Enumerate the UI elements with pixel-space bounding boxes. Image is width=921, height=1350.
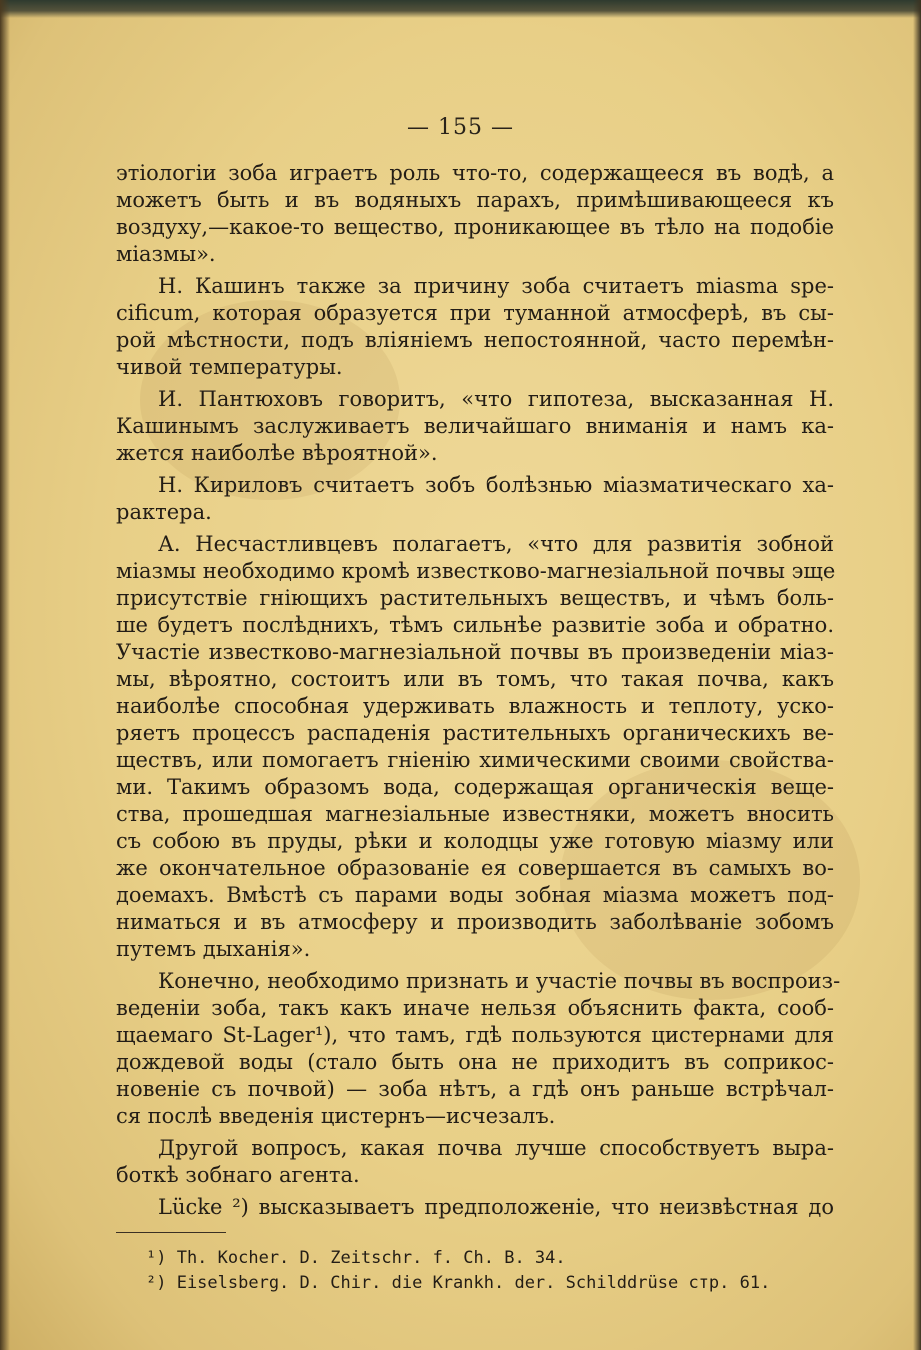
text-line: жется наиболѣе вѣроятной».: [116, 441, 438, 465]
scan-top-edge: [0, 0, 921, 18]
text-line: присутствіе гніющихъ растительныхъ веществъ, и чѣмъ боль-: [116, 586, 834, 610]
text-line: дождевой воды (стало быть она не приходитъ въ соприкос-: [116, 1050, 834, 1074]
text-line: Конечно, необходимо признать и участіе почвы въ воспроиз-: [158, 969, 841, 993]
text-line: наиболѣе способная удерживать влажность и теплоту, уско-: [116, 694, 834, 718]
text-line: боткѣ зобнаго агента.: [116, 1163, 360, 1187]
text-line: Н. Кириловъ считаетъ зобъ болѣзнью міазматическаго ха-: [158, 473, 834, 497]
text-line: этіологіи зоба играетъ роль что-то, содержащееся въ водѣ, а: [116, 161, 834, 185]
text-line: ниматься и въ атмосферу и производить заболѣваніе зобомъ: [116, 910, 834, 934]
text-line: Н. Кашинъ также за причину зоба считаетъ miasma spe-: [158, 274, 834, 298]
text-line: чивой температуры.: [116, 355, 343, 379]
footnote: ²) Eiselsberg. D. Chir. die Krankh. der. Schilddrüse стр. 61.: [146, 1273, 771, 1293]
text-line: ряетъ процессъ распаденія растительныхъ органическихъ ве-: [116, 721, 834, 745]
text-line: рактера.: [116, 500, 212, 524]
text-line: Участіе известково-магнезіальной почвы въ произведеніи міаз-: [116, 640, 834, 664]
text-line: ми. Такимъ образомъ вода, содержащая органическія веще-: [116, 775, 834, 799]
text-line: cificum, которая образуется при туманной атмосферѣ, въ сы-: [116, 301, 834, 325]
text-line: рой мѣстности, подъ вліяніемъ непостоянной, часто перемѣн-: [116, 328, 834, 352]
text-line: И. Пантюховъ говоритъ, «что гипотеза, высказанная Н.: [158, 387, 834, 411]
scan-right-edge: [913, 0, 921, 1350]
footnote-divider: [116, 1232, 226, 1233]
text-line: А. Несчастливцевъ полагаетъ, «что для развитія зобной: [158, 532, 834, 556]
text-line: ства, прошедшая магнезіальные известняки, можетъ вносить: [116, 802, 834, 826]
text-line: путемъ дыханія».: [116, 937, 311, 961]
text-line: доемахъ. Вмѣстѣ съ парами воды зобная міазма можетъ под-: [116, 883, 834, 907]
text-line: можетъ быть и въ водяныхъ парахъ, примѣшивающееся къ: [116, 188, 834, 212]
text-line: веденіи зоба, такъ какъ иначе нельзя объяснить факта, сооб-: [116, 996, 834, 1020]
footnote: ¹) Th. Kocher. D. Zeitschr. f. Ch. B. 34.: [146, 1248, 566, 1268]
text-line: ся послѣ введенія цистернъ—исчезалъ.: [116, 1104, 556, 1128]
page-number: — 155 —: [407, 115, 514, 140]
body-text: [116, 160, 841, 1221]
text-line: съ собою въ пруды, рѣки и колодцы уже готовую міазму или: [116, 829, 834, 853]
text-line: мы, вѣроятно, состоитъ или въ томъ, что такая почва, какъ: [116, 667, 834, 691]
scan-left-edge: [0, 0, 10, 1350]
text-line: Кашинымъ заслуживаетъ величайшаго вниманія и намъ ка-: [116, 414, 834, 438]
text-line: Lücke ²) высказываетъ предположеніе, что неизвѣстная до: [158, 1195, 834, 1219]
text-line: Другой вопросъ, какая почва лучше способствуетъ выра-: [158, 1136, 834, 1160]
text-line: воздуху,—какое-то вещество, проникающее въ тѣло на подобіе: [116, 215, 834, 239]
text-line: ществъ, или помогаетъ гніенію химическими своими свойства-: [116, 748, 834, 772]
text-line: міазмы».: [116, 242, 216, 266]
text-line: ше будетъ послѣднихъ, тѣмъ сильнѣе развитіе зоба и обратно.: [116, 613, 834, 637]
footnotes: [146, 1246, 770, 1296]
text-line: новеніе съ почвой) — зоба нѣтъ, а гдѣ онъ раньше встрѣчал-: [116, 1077, 834, 1101]
text-line: же окончательное образованіе ея совершается въ самыхъ во-: [116, 856, 834, 880]
text-line: міазмы необходимо кромѣ известково-магнезіальной почвы эще: [116, 559, 836, 583]
text-line: щаемаго St-Lager¹), что тамъ, гдѣ пользуются цистернами для: [116, 1023, 834, 1047]
